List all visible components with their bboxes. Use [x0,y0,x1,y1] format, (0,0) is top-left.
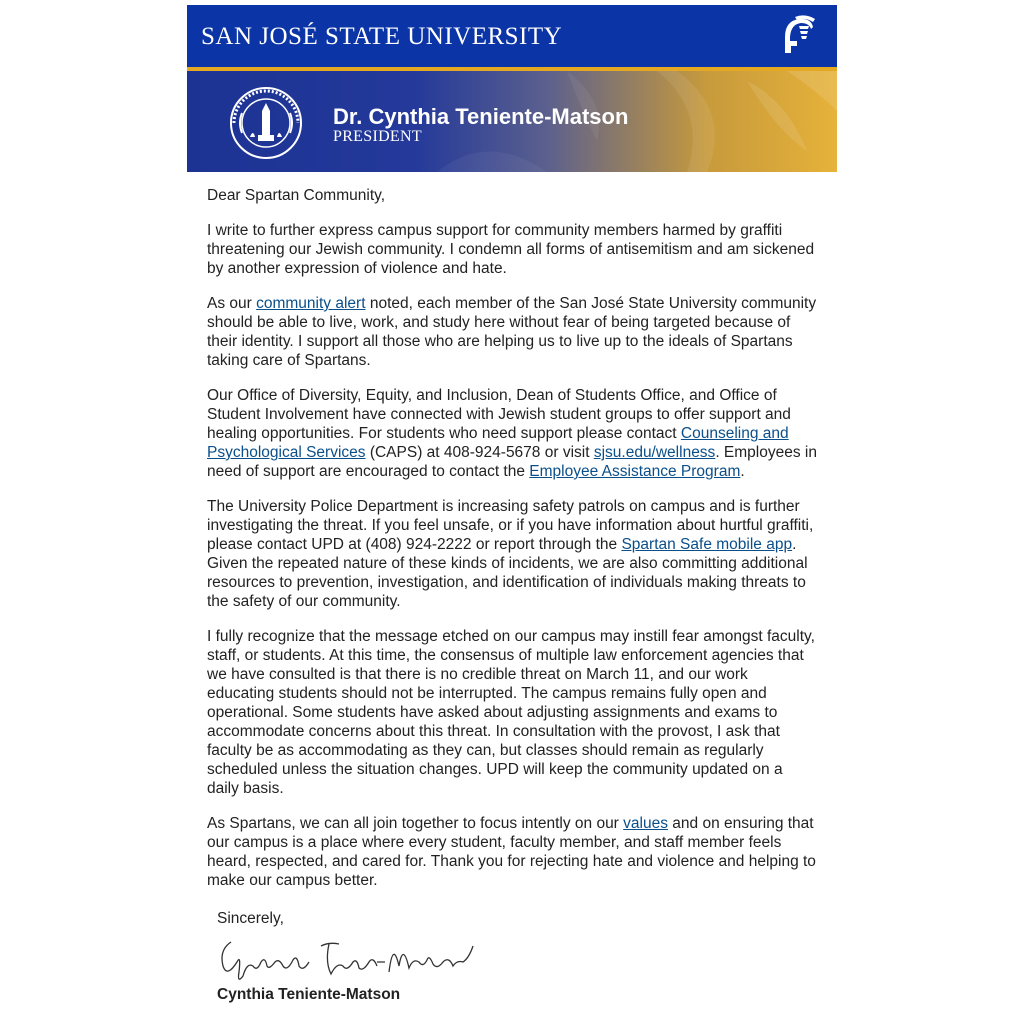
employee-assistance-link[interactable]: Employee Assistance Program [529,463,741,480]
letter-body [187,172,837,890]
handwritten-signature [217,932,477,986]
signer-name: Cynthia Teniente-Matson [217,986,401,1003]
closing-salutation: Sincerely, [217,910,284,927]
greeting: Dear Spartan Community, [207,187,386,204]
paragraph-3-text-d: . [740,463,745,480]
paragraph-4-text-b: . Given the repeated nature of these kinds of incidents, we are also committing additional resources to prevention, investigation, and identification of individuals making threats to the safety of our community. [207,536,808,610]
svg-text:Cynthia Teniente-Matson: Cynthia Teniente-Matson [217,932,229,933]
paragraph-2-text-a: As our [207,295,257,312]
president-title: PRESIDENT [333,128,422,145]
paragraph-6 [207,814,817,890]
spartan-helmet-icon [775,13,817,57]
wellness-link[interactable]: sjsu.edu/wellness [593,444,716,461]
paragraph-3-text-b: (CAPS) at 408-924-5678 or visit [365,444,594,461]
university-header-bar [187,5,837,71]
paragraph-4 [207,497,817,611]
university-seal-icon [228,85,304,161]
paragraph-5: I fully recognize that the message etched on our campus may instill fear amongst faculty, staff, or students. At this time, the consensus of multiple law enforcement agencies that we have consulted is that there is no credible threat on March 11, and our work educating students should not be interrupted. The campus remains fully open and operational. Some students have asked about adjusting assignments and exams to accommodate concerns about this threat. In consultation with the provost, I ask that faculty be as accommodating as they can, but classes should remain as regularly scheduled unless the situation changes. UPD will keep the community updated on a daily basis. [207,628,815,797]
paragraph-3-text-c: . Employees in need of support are encouraged to contact the [207,444,817,480]
paragraph-2 [207,294,817,370]
letter-closing [187,910,837,1004]
values-link[interactable]: values [623,815,668,832]
university-name: SAN JOSÉ STATE UNIVERSITY [201,23,563,50]
paragraph-3-text-a: Our Office of Diversity, Equity, and Inclusion, Dean of Students Office, and Office of Student Involvement have connected with Jewish student groups to offer support and healing opportunities. For students who need support please contact [207,387,791,442]
community-alert-link[interactable]: community alert [256,295,366,312]
president-name: Dr. Cynthia Teniente-Matson [333,104,629,129]
email-container [187,5,837,1004]
paragraph-2-text-b: noted, each member of the San José State University community should be able to live, work, and study here without fear of being targeted because of their identity. I support all those who are helping us to live up to the ideals of Spartans taking care of Spartans. [207,295,817,369]
paragraph-4-text-a: The University Police Department is increasing safety patrols on campus and is further investigating the threat. If you feel unsafe, or if you have information about hurtful graffiti, please contact UPD at (408) 924-2222 or report through the [207,498,814,553]
paragraph-1: I write to further express campus support for community members harmed by graffiti threatening our Jewish community. I condemn all forms of antisemitism and am sickened by another expression of violence and hate. [207,222,815,277]
spartan-safe-app-link[interactable]: Spartan Safe mobile app [621,536,793,553]
caps-link[interactable]: Counseling and Psychological Services [207,425,789,461]
paragraph-6-text-a: As Spartans, we can all join together to focus intently on our [207,815,624,832]
president-banner [187,71,837,172]
paragraph-6-text-b: and on ensuring that our campus is a place where every student, faculty member, and staff member feels heard, respected, and cared for. Thank you for rejecting hate and violence and helping to make our campus better. [207,815,816,889]
paragraph-3 [207,386,817,481]
